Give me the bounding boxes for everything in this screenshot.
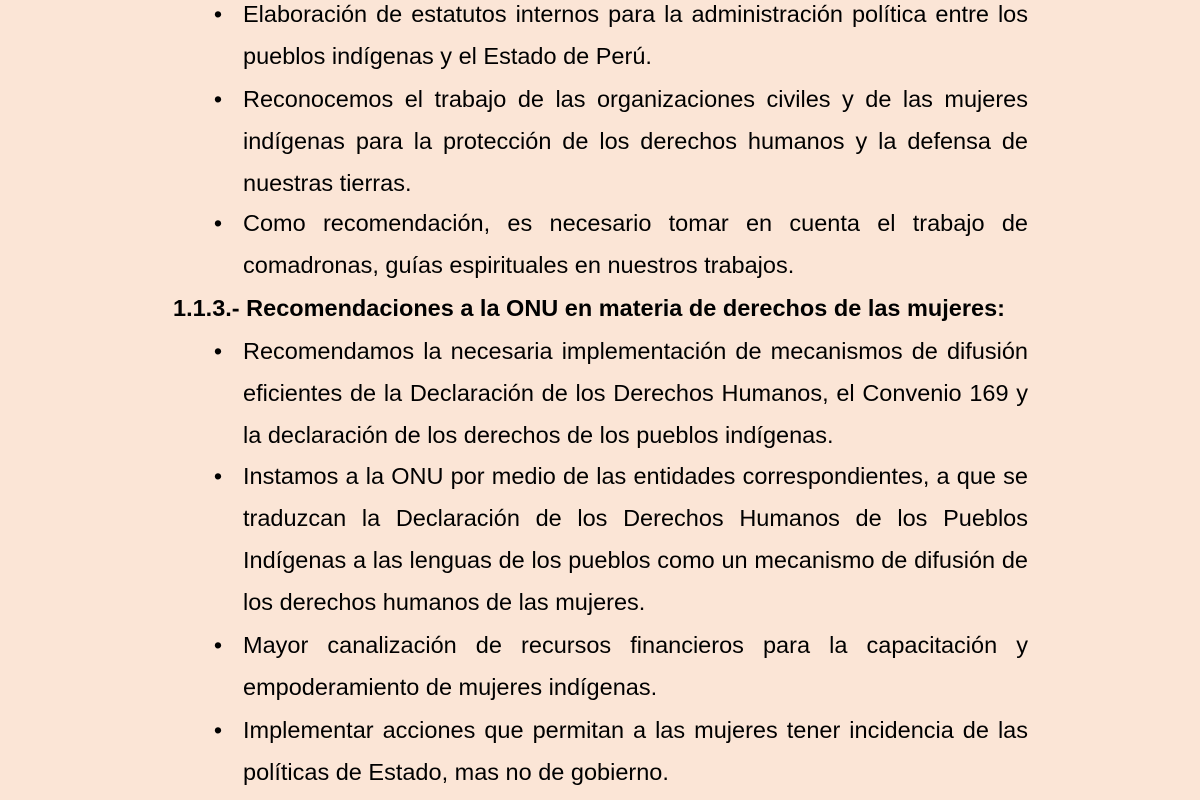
list-item-text: Mayor canalización de recursos financieros para la capacitación y empoderamiento de mujeres indígenas. — [243, 632, 1028, 700]
list-item — [213, 202, 1028, 286]
list-item-text: Recomendamos la necesaria implementación de mecanismos de difusión eficientes de la Declaración de los Derechos Humanos, el Convenio 169 y la declaración de los derechos de los pueblos indígenas. — [243, 338, 1028, 448]
list-item-text: Implementar acciones que permitan a las mujeres tener incidencia de las políticas de Estado, mas no de gobierno. — [243, 717, 1028, 785]
list-item-text: Elaboración de estatutos internos para la administración política entre los pueblos indígenas y el Estado de Perú. — [243, 1, 1028, 69]
bullet-icon: • — [213, 717, 223, 743]
list-item-text: Reconocemos el trabajo de las organizaciones civiles y de las mujeres indígenas para la protección de los derechos humanos y la defensa de nuestras tierras. — [243, 86, 1028, 196]
bullet-icon: • — [213, 632, 223, 658]
list-item — [213, 455, 1028, 623]
section-heading: 1.1.3.- Recomendaciones a la ONU en materia de derechos de las mujeres: — [173, 295, 1005, 321]
bullet-icon: • — [213, 1, 223, 27]
list-item — [213, 709, 1028, 793]
list-item — [213, 0, 1028, 77]
list-item — [213, 330, 1028, 456]
bullet-icon: • — [213, 210, 223, 236]
bullet-icon: • — [213, 463, 223, 489]
bullet-icon: • — [213, 338, 223, 364]
list-item — [213, 78, 1028, 204]
bullet-icon: • — [213, 86, 223, 112]
list-item-text: Instamos a la ONU por medio de las entidades correspondientes, a que se traduzcan la Declaración de los Derechos Humanos de los Pueblos Indígenas a las lenguas de los pueblos como un mecanismo de difusión de los derechos humanos de las mujeres. — [243, 463, 1028, 615]
list-item — [213, 624, 1028, 708]
list-item-text: Como recomendación, es necesario tomar en cuenta el trabajo de comadronas, guías espirituales en nuestros trabajos. — [243, 210, 1028, 278]
